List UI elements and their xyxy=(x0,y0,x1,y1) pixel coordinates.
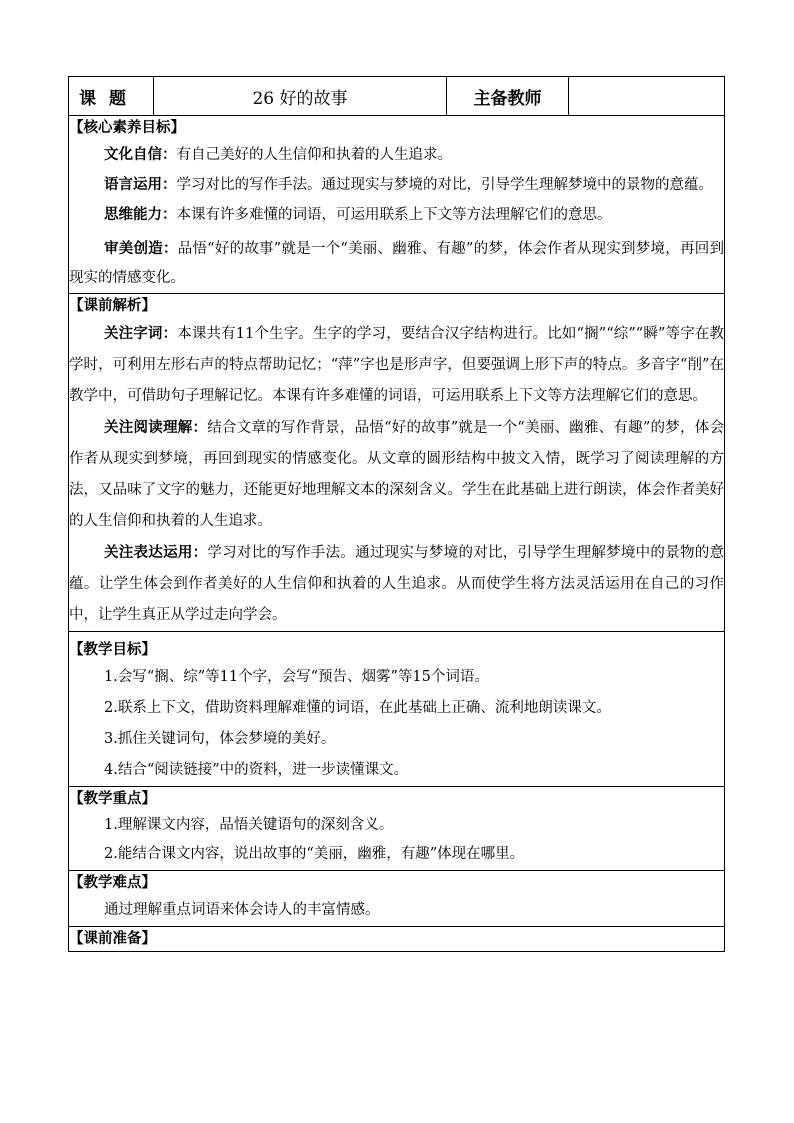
goal-item: 4.结合“阅读链接”中的资料，进一步读懂课文。 xyxy=(104,762,409,778)
core-item-lead: 审美创造： xyxy=(104,240,178,257)
core-item-text: 有自己美好的人生信仰和执着的人生追求。 xyxy=(176,147,452,163)
core-item-text: 本课有许多难懂的词语，可运用联系上下文等方法理解它们的意思。 xyxy=(176,207,612,223)
goal-item: 1.会写“搁、综”等11个字，会写“预告、烟雾”等15个词语。 xyxy=(104,669,489,685)
goal-item: 3.抓住关键词句，体会梦境的美好。 xyxy=(104,731,336,747)
difficulty-title: 【教学难点】 xyxy=(69,874,156,891)
teaching-goals-row xyxy=(69,632,725,787)
core-goals-row xyxy=(69,116,725,294)
core-goals-title: 【核心素养目标】 xyxy=(69,119,185,136)
focus-item: 1.理解课文内容，品悟关键语句的深刻含义。 xyxy=(104,817,394,833)
core-item xyxy=(69,170,724,200)
preparation-section xyxy=(69,927,725,952)
core-item xyxy=(69,140,724,170)
teacher-value xyxy=(569,77,725,116)
pre-analysis-row xyxy=(69,294,725,632)
core-item xyxy=(69,234,724,293)
goal-item: 2.联系上下文，借助资料理解难懂的词语，在此基础上正确、流利地朗读课文。 xyxy=(104,700,611,716)
teaching-goals-section xyxy=(69,632,725,787)
core-item-lead: 语言运用： xyxy=(104,176,177,193)
pre-analysis-title: 【课前解析】 xyxy=(69,297,156,314)
difficulty-row xyxy=(69,871,725,927)
pre-item xyxy=(69,318,724,412)
pre-item xyxy=(69,537,724,631)
pre-item-lead: 关注阅读理解： xyxy=(104,419,208,436)
pre-item xyxy=(69,412,724,537)
lesson-title: 26 好的故事 xyxy=(154,77,447,116)
focus-row xyxy=(69,787,725,871)
header-row xyxy=(69,77,725,116)
topic-label: 课题 xyxy=(69,77,154,116)
focus-item: 2.能结合课文内容，说出故事的“美丽，幽雅，有趣”体现在哪里。 xyxy=(104,846,525,862)
focus-title: 【教学重点】 xyxy=(69,790,156,807)
core-item-text: 学习对比的写作手法。通过现实与梦境的对比，引导学生理解梦境中的景物的意蕴。 xyxy=(176,177,713,193)
core-item-lead: 思维能力： xyxy=(104,206,177,223)
pre-item-lead: 关注表达运用： xyxy=(104,544,208,561)
core-item-lead: 文化自信： xyxy=(104,146,177,163)
pre-item-text: 结合文章的写作背景，品悟“好的故事”就是一个“美丽、幽雅、有趣”的梦，体会作者从现实到梦境，再回到现实的情感变化。从文章的圆形结构中披文入情，既学习了阅读理解的方法，又品味了文字的魅力，还能更好地理解文本的深刻含义。学生在此基础上进行朗读，体会作者美好的人生信仰和执着的人生追求。 xyxy=(69,420,724,529)
teacher-label: 主备教师 xyxy=(447,77,569,116)
core-goals-section xyxy=(69,116,725,294)
focus-section xyxy=(69,787,725,871)
teaching-goals-title: 【教学目标】 xyxy=(69,641,156,658)
pre-item-lead: 关注字词： xyxy=(104,325,178,342)
preparation-title: 【课前准备】 xyxy=(69,930,156,947)
core-item xyxy=(69,200,724,230)
pre-analysis-section xyxy=(69,294,725,632)
pre-item-text: 本课共有11个生字。生字的学习，要结合汉字结构进行。比如“搁”“综”“瞬”等字在教学时，可利用左形右声的特点帮助记忆；“萍”字也是形声字，但要强调上形下声的特点。多音字“削”在教学中，可借助句子理解记忆。本课有许多难懂的词语，可运用联系上下文等方法理解它们的意思。 xyxy=(69,326,724,404)
preparation-row xyxy=(69,927,725,952)
difficulty-section xyxy=(69,871,725,927)
difficulty-text: 通过理解重点词语来体会诗人的丰富情感。 xyxy=(104,902,380,918)
lesson-plan-table xyxy=(68,76,725,952)
pre-item-text: 学习对比的写作手法。通过现实与梦境的对比，引导学生理解梦境中的景物的意蕴。让学生体会到作者美好的人生信仰和执着的人生追求。从而使学生将方法灵活运用在自己的习作中，让学生真正从学过走向学会。 xyxy=(69,545,725,623)
core-item-text: 品悟“好的故事”就是一个“美丽、幽雅、有趣”的梦，体会作者从现实到梦境，再回到现实的情感变化。 xyxy=(69,241,724,286)
